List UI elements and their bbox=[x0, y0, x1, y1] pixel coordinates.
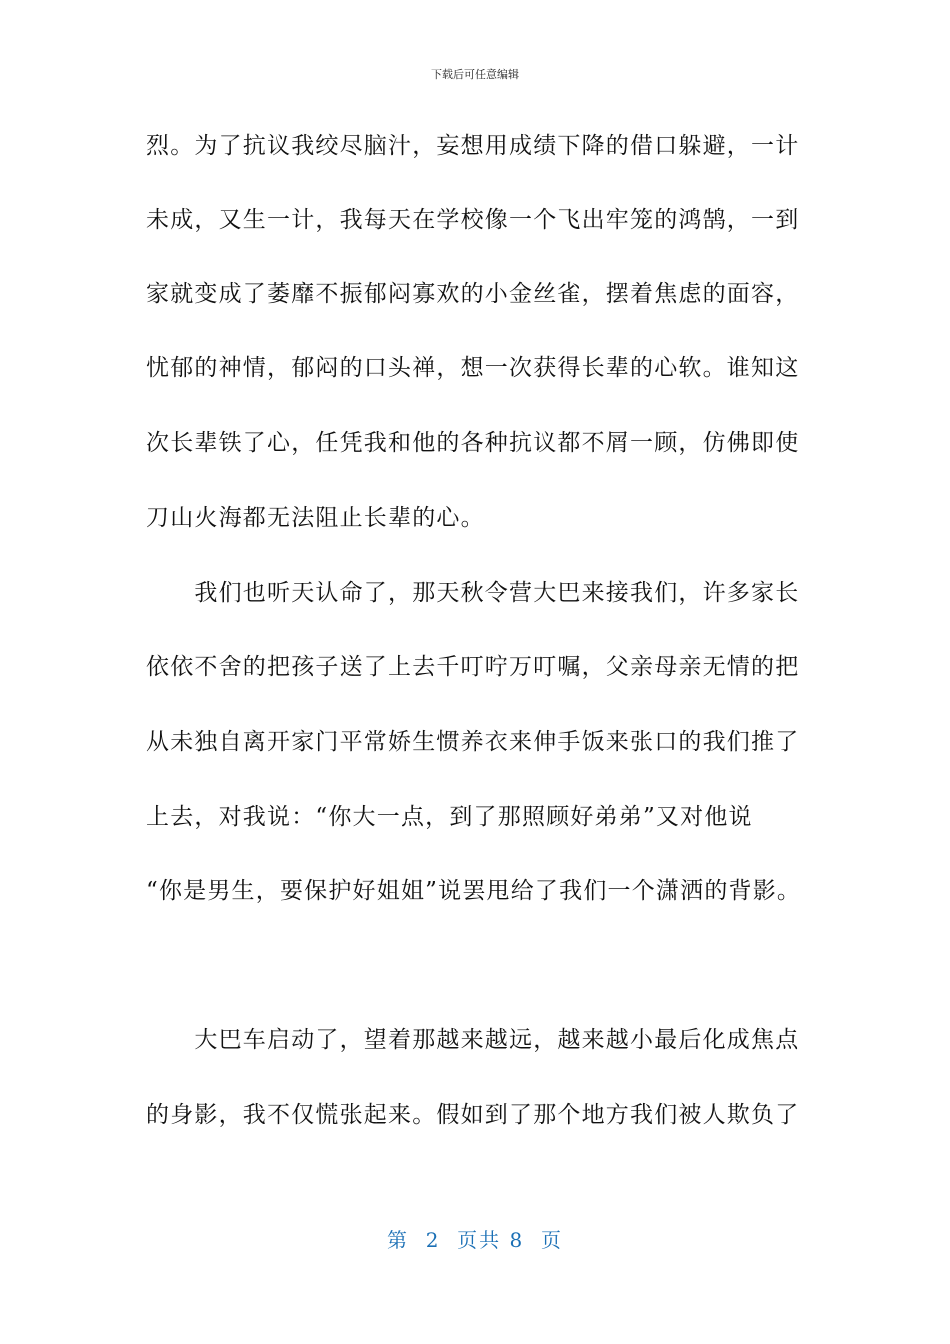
paragraph-line: 次长辈铁了心，任凭我和他的各种抗议都不屑一顾，仿佛即使 bbox=[146, 430, 800, 456]
paragraph-line: 刀山火海都无法阻止长辈的心。 bbox=[146, 505, 485, 531]
header-note: 下载后可任意编辑 bbox=[431, 68, 519, 81]
paragraph-line: 大巴车启动了，望着那越来越远，越来越小最后化成焦点 bbox=[146, 1027, 800, 1053]
paragraph-line: 的身影，我不仅慌张起来。假如到了那个地方我们被人欺负了 bbox=[146, 1102, 800, 1128]
paragraph-line: “你是男生，要保护好姐姐”说罢甩给了我们一个潇洒的背影。 bbox=[146, 878, 802, 904]
paragraph-line: 从未独自离开家门平常娇生惯养衣来伸手饭来张口的我们推了 bbox=[146, 729, 800, 755]
page-number: 第 2 页共 8 页 bbox=[387, 1228, 563, 1252]
paragraph-line: 忧郁的神情，郁闷的口头禅，想一次获得长辈的心软。谁知这 bbox=[146, 355, 800, 381]
paragraph-line: 家就变成了萎靡不振郁闷寡欢的小金丝雀，摆着焦虑的面容， bbox=[146, 281, 800, 307]
paragraph-line: 依依不舍的把孩子送了上去千叮咛万叮嘱，父亲母亲无情的把 bbox=[146, 654, 800, 680]
paragraph-line: 我们也听天认命了，那天秋令营大巴来接我们，许多家长 bbox=[146, 580, 800, 606]
paragraph-line: 烈。为了抗议我绞尽脑汁，妄想用成绩下降的借口躲避，一计 bbox=[146, 133, 800, 159]
paragraph-line: 未成，又生一计，我每天在学校像一个飞出牢笼的鸿鹄，一到 bbox=[146, 207, 800, 233]
paragraph-line: 上去，对我说：“你大一点，到了那照顾好弟弟”又对他说 bbox=[146, 804, 753, 830]
